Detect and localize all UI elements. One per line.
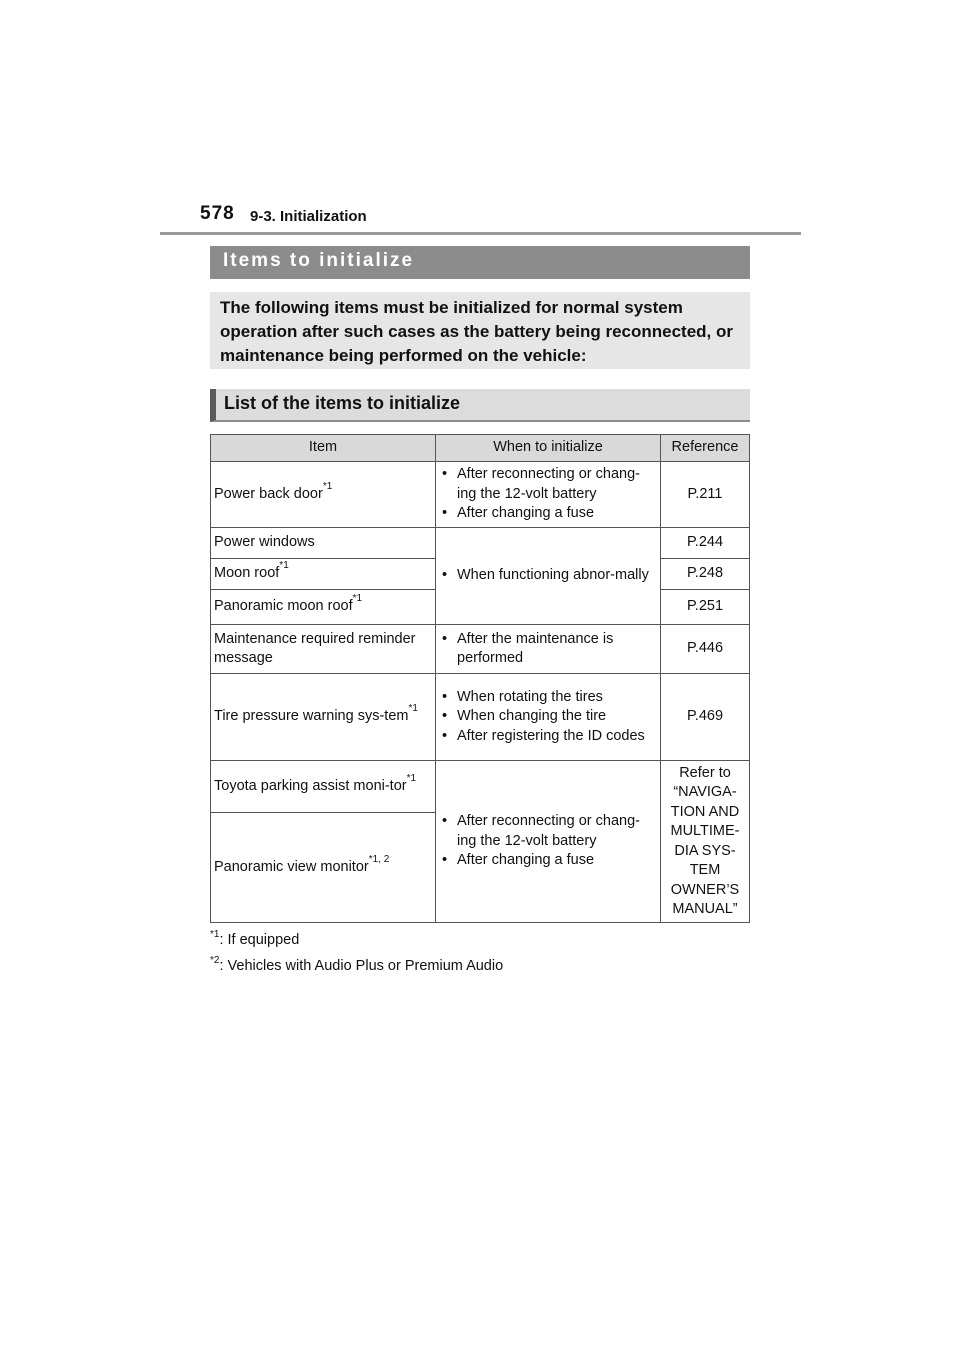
banner-title: Items to initialize [223, 250, 415, 271]
subheading-title: List of the items to initialize [224, 393, 461, 413]
column-header-item: Item [211, 435, 436, 462]
intro-box [210, 292, 750, 369]
reference-cell: Refer to “NAVIGA-TION AND MULTIME-DIA SYS-TEM OWNER’S MANUAL” [661, 761, 750, 923]
list-item: • After registering the ID codes [442, 727, 657, 747]
list-item: • When changing the tire [442, 707, 657, 727]
reference-cell: P.446 [661, 625, 750, 674]
when-cell [436, 761, 661, 923]
table-row [211, 462, 750, 528]
item-cell: Moon roof$^{*1}$ [211, 559, 436, 590]
item-cell: Maintenance required reminder message [211, 625, 436, 674]
when-cell [436, 528, 661, 625]
initialize-table [210, 434, 750, 923]
list-item: • After reconnecting or chang-ing the 12-volt battery [442, 812, 657, 851]
table-row [211, 528, 750, 559]
list-item: • After changing a fuse [442, 851, 657, 871]
reference-cell: P.244 [661, 528, 750, 559]
section-title: 9-3. Initialization [250, 208, 367, 225]
list-item: • When functioning abnor-mally [442, 566, 657, 586]
item-cell: Power windows [211, 528, 436, 559]
column-header-when: When to initialize [436, 435, 661, 462]
column-header-reference: Reference [661, 435, 750, 462]
section-banner [210, 246, 750, 279]
subheading [210, 389, 750, 422]
intro-text: The following items must be initialized for normal system operation after such cases as the battery being reconnected, or maintenance being performed on the vehicle: [220, 298, 733, 365]
item-cell: Toyota parking assist moni-tor$^{*1}$ [211, 761, 436, 813]
reference-cell: P.248 [661, 559, 750, 590]
when-cell [436, 625, 661, 674]
item-cell: Tire pressure warning sys-tem$^{*1}$ [211, 674, 436, 761]
page-header [200, 203, 800, 233]
item-cell: Panoramic moon roof$^{*1}$ [211, 590, 436, 625]
footnote: $^{*1}$: If equipped [210, 929, 300, 948]
header-divider [160, 232, 801, 235]
reference-cell: P.469 [661, 674, 750, 761]
footnote: $^{*2}$: Vehicles with Audio Plus or Premium Audio [210, 955, 504, 974]
list-item: • After the maintenance is performed [442, 630, 657, 669]
item-cell: Panoramic view monitor$^{*1, 2}$ [211, 813, 436, 923]
when-cell [436, 674, 661, 761]
list-item: • When rotating the tires [442, 688, 657, 708]
when-cell [436, 462, 661, 528]
table-header-row [211, 435, 750, 462]
reference-cell: P.211 [661, 462, 750, 528]
item-cell: Power back door$^{*1}$ [211, 462, 436, 528]
reference-cell: P.251 [661, 590, 750, 625]
list-item: • After changing a fuse [442, 504, 657, 524]
table-row [211, 674, 750, 761]
table-row [211, 761, 750, 813]
page-number: 578 [200, 203, 235, 224]
table-row [211, 625, 750, 674]
list-item: • After reconnecting or chang-ing the 12-volt battery [442, 465, 657, 504]
